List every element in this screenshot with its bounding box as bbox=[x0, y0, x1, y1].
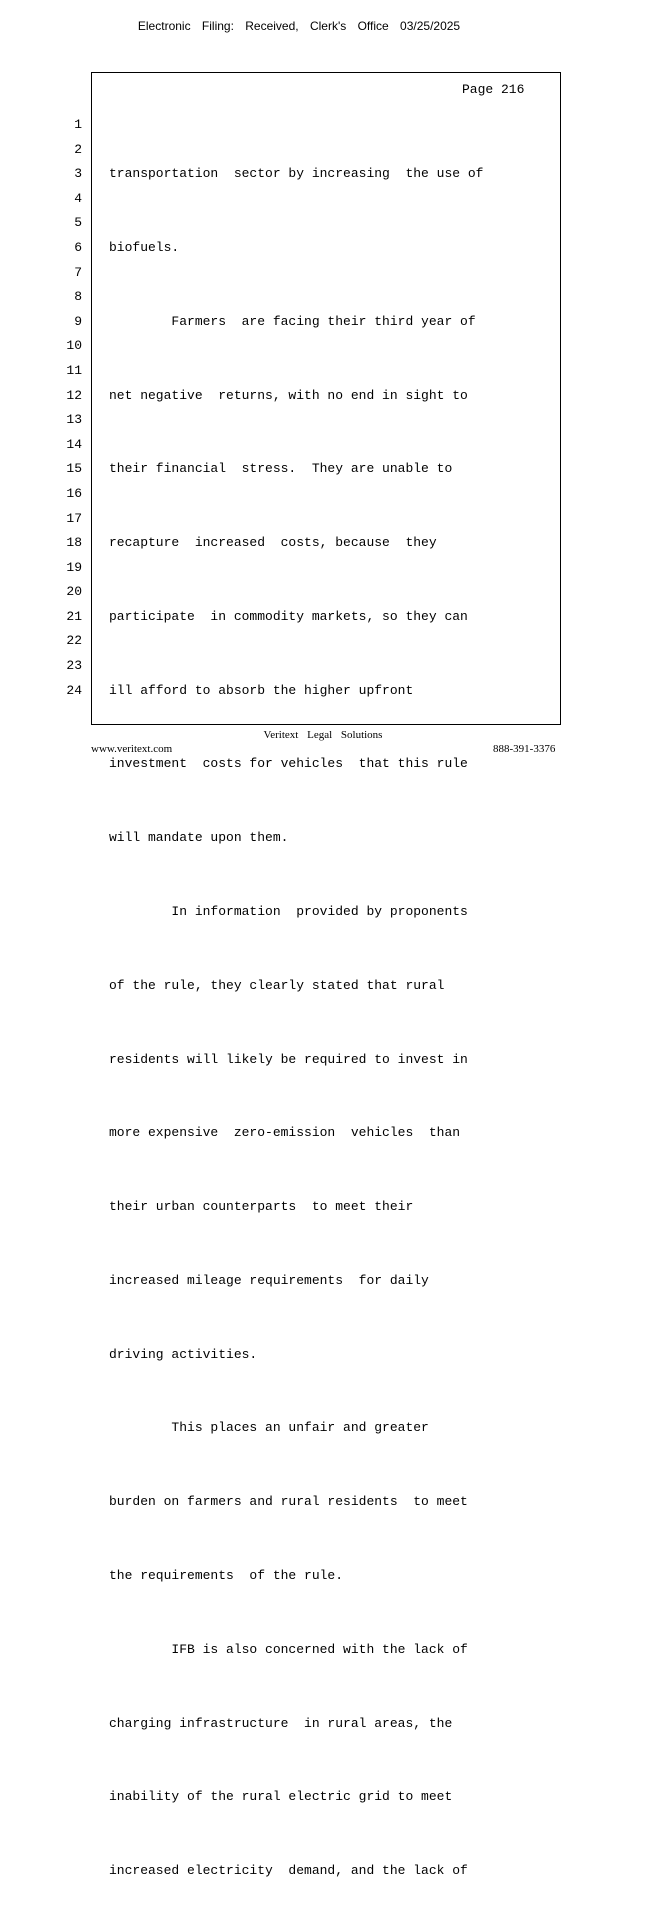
line-number: 17 bbox=[66, 510, 82, 526]
transcript-line: This places an unfair and greater bbox=[109, 1420, 429, 1436]
footer-company: Veritext Legal Solutions bbox=[263, 729, 383, 741]
transcript-line: In information provided by proponents bbox=[109, 904, 468, 919]
line-number: 20 bbox=[66, 584, 82, 600]
transcript-line: the requirements of the rule. bbox=[109, 1568, 344, 1584]
transcript-line: IFB is also concerned with the lack of bbox=[109, 1641, 468, 1657]
footer-phone: 888-391-3376 bbox=[493, 743, 556, 755]
transcript-line: recapture increased costs, because they bbox=[109, 535, 437, 551]
line-number: 15 bbox=[66, 461, 82, 477]
transcript-line: more expensive zero-emission vehicles than bbox=[109, 1125, 461, 1141]
line-number: 18 bbox=[66, 535, 82, 551]
line-number: 23 bbox=[66, 658, 82, 674]
transcript-line: biofuels. bbox=[109, 239, 180, 255]
line-number-column bbox=[60, 113, 82, 703]
filing-stamp-header: Electronic Filing: Received, Clerk's Office 03/25/2025 bbox=[137, 19, 461, 33]
transcript-line: residents will likely be required to invest in bbox=[109, 1051, 468, 1067]
line-number: 19 bbox=[66, 559, 82, 575]
line-number: 7 bbox=[74, 264, 82, 280]
transcript-line: of the rule, they clearly stated that rural bbox=[109, 977, 445, 993]
transcript-line: participate in commodity markets, so they can bbox=[109, 608, 468, 624]
transcript-line: increased electricity demand, and the lack of bbox=[109, 1863, 468, 1879]
page-number: Page 216 bbox=[462, 82, 525, 97]
line-number: 5 bbox=[74, 215, 82, 231]
line-number: 16 bbox=[66, 485, 82, 501]
transcript-line: increased mileage requirements for daily bbox=[109, 1272, 429, 1288]
footer-website: www.veritext.com bbox=[91, 743, 173, 755]
line-number: 13 bbox=[66, 412, 82, 428]
line-number: 4 bbox=[74, 190, 82, 206]
transcript-text bbox=[109, 113, 549, 1908]
transcript-line: Farmers are facing their third year of bbox=[109, 313, 476, 329]
transcript-line: ill afford to absorb the higher upfront bbox=[109, 682, 414, 698]
transcript-line: their urban counterparts to meet their bbox=[109, 1199, 414, 1215]
transcript-line: driving activities. bbox=[109, 1346, 258, 1362]
transcript-line: transportation sector by increasing the use of bbox=[109, 166, 484, 182]
transcript-line: inability of the rural electric grid to meet bbox=[109, 1789, 453, 1805]
line-number: 12 bbox=[66, 387, 82, 403]
line-number: 2 bbox=[74, 141, 82, 157]
transcript-line: burden on farmers and rural residents to meet bbox=[109, 1494, 468, 1510]
line-number: 9 bbox=[74, 313, 82, 329]
line-number: 3 bbox=[74, 166, 82, 182]
line-number: 10 bbox=[66, 338, 82, 354]
line-number: 24 bbox=[66, 682, 82, 698]
transcript-line: net negative returns, with no end in sight to bbox=[109, 387, 468, 403]
line-number: 14 bbox=[66, 436, 82, 452]
line-number: 8 bbox=[74, 289, 82, 305]
transcript-line: investment costs for vehicles that this rule bbox=[109, 756, 468, 772]
line-number: 21 bbox=[66, 608, 82, 624]
transcript-line: charging infrastructure in rural areas, the bbox=[109, 1715, 453, 1731]
line-number: 1 bbox=[74, 117, 82, 132]
transcript-line: will mandate upon them. bbox=[109, 830, 289, 846]
transcript-line: their financial stress. They are unable to bbox=[109, 461, 453, 477]
line-number: 6 bbox=[74, 239, 82, 255]
line-number: 22 bbox=[66, 633, 82, 649]
line-number: 11 bbox=[66, 362, 82, 378]
